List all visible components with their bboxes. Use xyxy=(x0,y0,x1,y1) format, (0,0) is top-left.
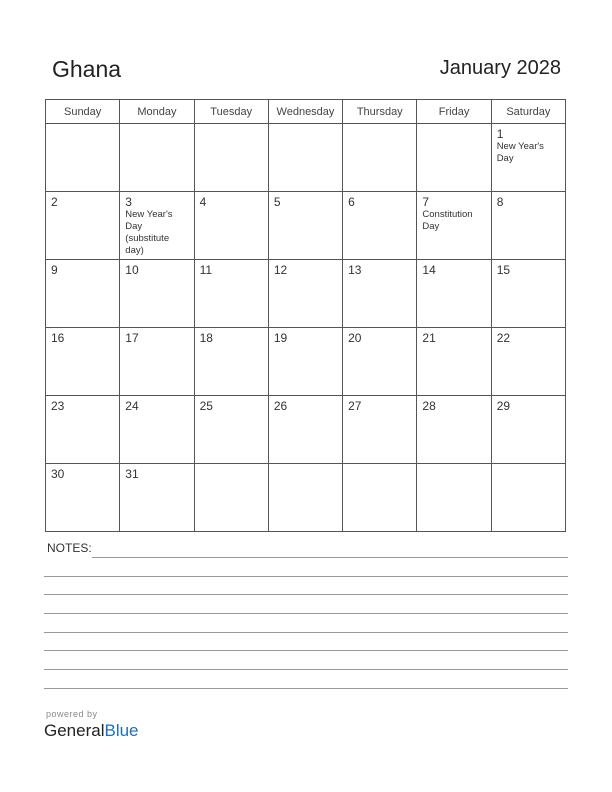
country-title: Ghana xyxy=(52,56,122,82)
day-number: 30 xyxy=(51,467,65,481)
holiday-label: Constitution Day xyxy=(422,209,473,232)
brand-logo-part: Blue xyxy=(104,721,139,740)
day-number: 8 xyxy=(496,195,504,209)
holiday-label: New Year's Day (substitute day) xyxy=(125,209,173,256)
week-row xyxy=(46,260,566,328)
day-cell xyxy=(194,124,268,192)
day-cell xyxy=(194,464,268,532)
day-number: 15 xyxy=(496,263,511,277)
day-number: 24 xyxy=(125,399,139,413)
day-cell xyxy=(268,192,342,260)
day-cell xyxy=(120,464,194,532)
day-cell xyxy=(268,260,342,328)
day-cell xyxy=(120,124,194,192)
day-cell xyxy=(343,328,417,396)
day-number: 12 xyxy=(273,263,288,277)
day-cell xyxy=(194,328,268,396)
notes-label: NOTES: xyxy=(47,541,92,555)
day-number: 1 xyxy=(496,127,504,141)
day-cell xyxy=(268,396,342,464)
weekday-header: Friday xyxy=(417,100,491,124)
day-cell xyxy=(46,124,120,192)
month-title: January 2028 xyxy=(439,57,561,79)
calendar-grid xyxy=(45,99,566,532)
day-cell xyxy=(46,328,120,396)
day-cell xyxy=(120,260,194,328)
week-row xyxy=(46,396,566,464)
day-number: 20 xyxy=(348,331,362,345)
day-cell xyxy=(343,464,417,532)
day-number: 25 xyxy=(199,399,213,413)
day-cell xyxy=(120,328,194,396)
day-number: 16 xyxy=(51,331,65,345)
day-cell xyxy=(343,124,417,192)
day-cell xyxy=(343,260,417,328)
day-number: 14 xyxy=(422,263,436,277)
day-cell xyxy=(417,192,491,260)
day-cell xyxy=(417,328,491,396)
weekday-header: Thursday xyxy=(343,100,417,124)
notes-line xyxy=(44,669,568,670)
day-number: 29 xyxy=(496,399,511,413)
day-number: 9 xyxy=(51,263,58,277)
day-number: 22 xyxy=(496,331,511,345)
day-cell xyxy=(46,192,120,260)
day-number: 4 xyxy=(199,195,207,209)
notes-line xyxy=(44,650,568,651)
day-number: 23 xyxy=(51,399,65,413)
day-number: 26 xyxy=(273,399,288,413)
day-cell xyxy=(46,396,120,464)
notes-line xyxy=(44,613,568,614)
day-number: 10 xyxy=(125,263,139,277)
weekday-header: Wednesday xyxy=(268,100,342,124)
day-cell xyxy=(268,328,342,396)
powered-by-text: powered by xyxy=(46,709,98,719)
notes-line xyxy=(44,632,568,633)
day-cell xyxy=(46,260,120,328)
week-row xyxy=(46,328,566,396)
day-number: 11 xyxy=(199,263,213,277)
day-cell xyxy=(194,260,268,328)
day-cell xyxy=(417,260,491,328)
notes-line xyxy=(92,557,568,558)
day-number: 7 xyxy=(422,195,430,209)
day-cell xyxy=(343,192,417,260)
day-cell xyxy=(491,192,565,260)
day-number: 18 xyxy=(199,331,213,345)
weekday-header: Monday xyxy=(120,100,194,124)
day-cell xyxy=(120,396,194,464)
day-cell xyxy=(417,396,491,464)
brand-logo-part: General xyxy=(44,721,105,740)
day-cell xyxy=(46,464,120,532)
day-number: 19 xyxy=(273,331,288,345)
day-cell xyxy=(194,192,268,260)
day-cell xyxy=(491,328,565,396)
day-number: 3 xyxy=(125,195,132,209)
day-cell xyxy=(491,396,565,464)
brand-logo xyxy=(44,721,139,741)
weekday-header-row xyxy=(46,100,566,124)
week-row xyxy=(46,464,566,532)
day-number: 31 xyxy=(125,467,139,481)
weekday-header: Sunday xyxy=(46,100,120,124)
day-cell xyxy=(268,464,342,532)
holiday-label: New Year's Day xyxy=(496,141,544,164)
weekday-header: Saturday xyxy=(491,100,565,124)
day-cell xyxy=(491,464,565,532)
notes-line xyxy=(44,688,568,689)
day-cell xyxy=(194,396,268,464)
day-number: 13 xyxy=(348,263,362,277)
weekday-header: Tuesday xyxy=(194,100,268,124)
week-row xyxy=(46,192,566,260)
day-cell xyxy=(491,260,565,328)
day-cell xyxy=(417,124,491,192)
day-cell xyxy=(491,124,565,192)
day-number: 17 xyxy=(125,331,139,345)
day-cell xyxy=(343,396,417,464)
day-number: 2 xyxy=(51,195,58,209)
day-cell xyxy=(120,192,194,260)
day-number: 27 xyxy=(348,399,362,413)
day-cell xyxy=(268,124,342,192)
notes-line xyxy=(44,594,568,595)
week-row xyxy=(46,124,566,192)
day-number: 28 xyxy=(422,399,436,413)
day-number: 5 xyxy=(273,195,281,209)
day-number: 6 xyxy=(348,195,355,209)
notes-line xyxy=(44,576,568,577)
day-number: 21 xyxy=(422,331,436,345)
day-cell xyxy=(417,464,491,532)
